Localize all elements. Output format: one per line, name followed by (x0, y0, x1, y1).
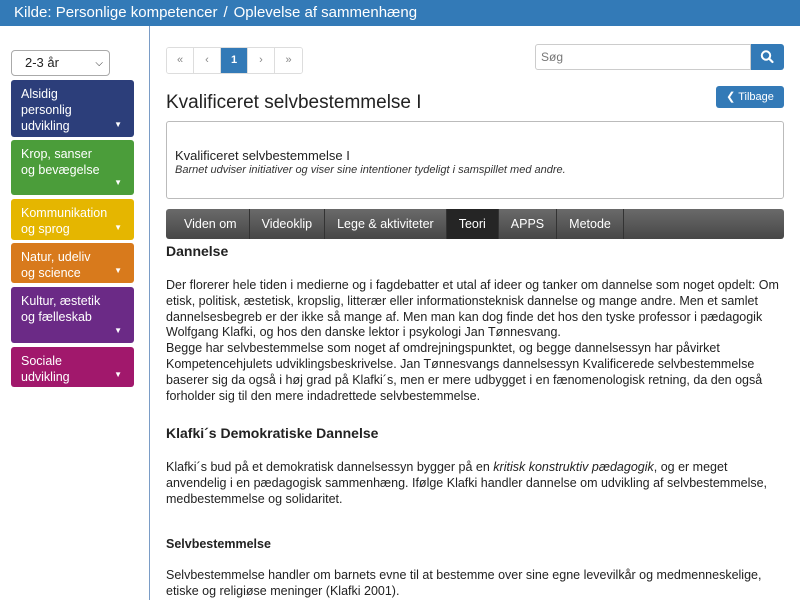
section-heading-dannelse: Dannelse (166, 243, 229, 259)
category-label: Alsidig personlig udvikling (21, 87, 72, 133)
article-content (166, 240, 786, 599)
caret-down-icon: ▼ (114, 370, 122, 379)
sidebar (0, 26, 150, 600)
paragraph: Der florerer hele tiden i medierne og i fagdebatter et utal af ideer og tanker om dannelse som noget opdelt: Om etisk, politisk, æstetisk, kropslig, litterær eller informationsteknisk dannelse og mange andre. Men et samlet dannelsesbegreb er der ikke så mange af. Men man kan dog finde det hos den tyske professor i pædagogik Wolfgang Klafki, og hos den danske lektor i psykologi Jan Tønnesvang. (166, 278, 779, 340)
first-page-button[interactable]: « (167, 48, 194, 73)
page-1-button[interactable]: 1 (221, 48, 248, 73)
caret-down-icon: ▼ (114, 326, 122, 335)
info-box (166, 121, 784, 199)
search-icon (751, 44, 784, 70)
chevron-left-icon: ❮ (726, 91, 736, 103)
tab-teori[interactable]: Teori (447, 209, 499, 239)
next-page-button[interactable]: › (248, 48, 275, 73)
category-krop-sanser-og-bevaegelse[interactable] (11, 140, 134, 195)
back-button-label: Tilbage (738, 91, 774, 103)
search-input[interactable]: Søg (535, 44, 751, 70)
category-kultur-aestetik-og-faelleskab[interactable] (11, 287, 134, 343)
tab-apps[interactable]: APPS (499, 209, 557, 239)
search-button[interactable] (751, 44, 784, 70)
pagination (166, 47, 303, 74)
tab-bar (166, 209, 784, 239)
category-label: Kommunikation og sprog (21, 206, 108, 236)
category-sociale-udvikling[interactable] (11, 347, 134, 387)
category-alsidig-personlig-udvikling[interactable] (11, 80, 134, 137)
breadcrumb-separator: / (223, 4, 228, 21)
category-label: Sociale udvikling (21, 354, 70, 384)
info-box-description: Barnet udviser initiativer og viser sine intentioner tydeligt i samspillet med andre. (175, 164, 566, 176)
tab-viden-om[interactable]: Viden om (172, 209, 250, 239)
category-natur-udeliv-og-science[interactable] (11, 243, 134, 283)
paragraph: Selvbestemmelse handler om barnets evne til at bestemme over sine egne levevilkår og medmenneskelige, etiske og religiøse meninger (Klafki 2001). (166, 567, 762, 598)
section-heading-klafki: Klafki´s Demokratiske Dannelse (166, 425, 379, 442)
prev-page-button[interactable]: ‹ (194, 48, 221, 73)
caret-down-icon: ▼ (114, 223, 122, 232)
paragraph (166, 460, 786, 507)
tab-lege-aktiviteter[interactable]: Lege & aktiviteter (325, 209, 447, 239)
caret-down-icon: ▼ (114, 266, 122, 275)
category-label: Kultur, æstetik og fælleskab (21, 294, 101, 324)
emphasis-text: kritisk konstruktiv pædagogik (493, 460, 654, 475)
info-box-heading: Kvalificeret selvbestemmelse I (175, 148, 350, 163)
subsection-heading-selvbestemmelse: Selvbestemmelse (166, 536, 271, 551)
chevron-down-icon: ⌵ (95, 58, 103, 69)
text-span: Klafki´s bud på et demokratisk dannelsessyn bygger på en (166, 460, 494, 475)
search-bar (535, 44, 784, 70)
age-select[interactable] (11, 50, 110, 76)
tab-metode[interactable]: Metode (557, 209, 624, 239)
category-kommunikation-og-sprog[interactable] (11, 199, 134, 240)
text-span: , og er meget anvendelig i en pædagogisk sammenhæng. Ifølge Klafki handler dannelse om udvikling af selvbestemmelse, medbestemmelse og solidaritet. (166, 460, 768, 506)
breadcrumb (0, 0, 800, 26)
tab-videoklip[interactable]: Videoklip (250, 209, 326, 239)
back-button[interactable] (716, 86, 784, 108)
breadcrumb-source[interactable]: Kilde: Personlige kompetencer (14, 4, 218, 21)
age-select-value: 2-3 år (25, 55, 59, 70)
paragraph: Begge har selvbestemmelse som noget af omdrejningspunktet, og begge dannelsessyn har påvirket Kompetencehjulets udviklingsbeskrivelse. Jan Tønnesvangs dannelsessyn Kvalificerede selvbestemmelse baserer sig da også i høj grad på Klafki´s, men er mere udbygget i en fænomenologisk retning, da den også forholder sig til den mere indadrettede selvbestemmelse. (166, 341, 763, 403)
last-page-button[interactable]: » (275, 48, 302, 73)
category-label: Krop, sanser og bevægelse (21, 147, 100, 177)
caret-down-icon: ▼ (114, 178, 122, 187)
caret-down-icon: ▼ (114, 120, 122, 129)
page-title: Kvalificeret selvbestemmelse I (166, 92, 422, 113)
category-label: Natur, udeliv og science (21, 250, 91, 280)
breadcrumb-current: Oplevelse af sammenhæng (233, 4, 418, 21)
